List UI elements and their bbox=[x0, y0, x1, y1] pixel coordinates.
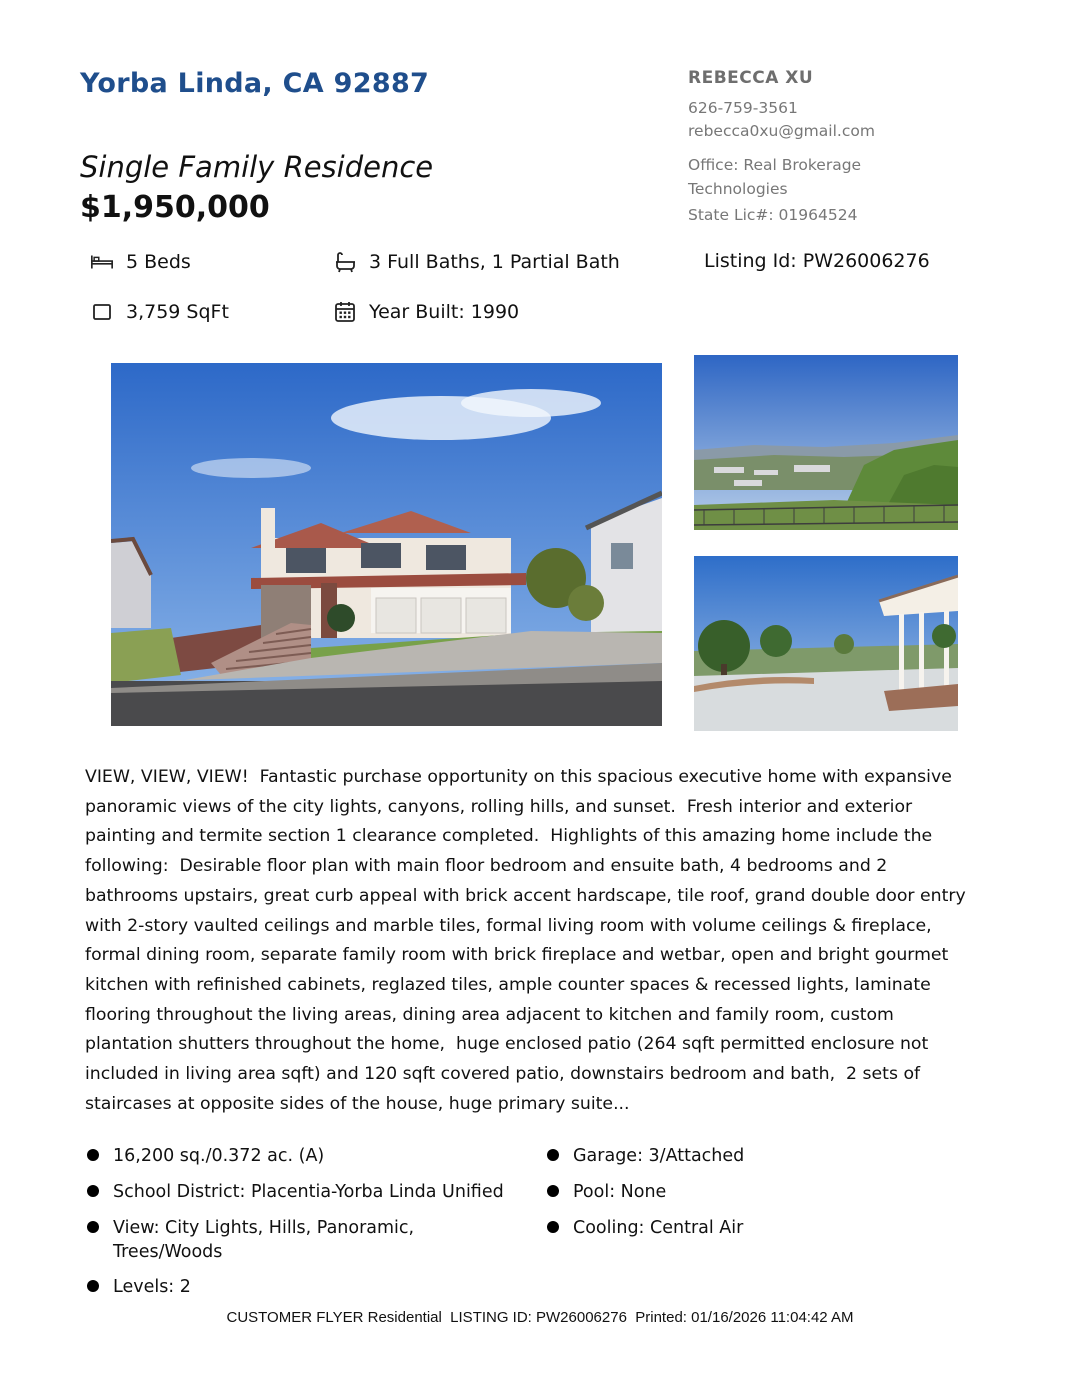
fact-year-built bbox=[333, 300, 519, 324]
feature-item bbox=[547, 1144, 983, 1168]
sqft-value: 3,759 SqFt bbox=[126, 301, 229, 323]
fact-sqft bbox=[90, 300, 229, 324]
bed-icon bbox=[90, 250, 114, 274]
feature-item bbox=[87, 1275, 523, 1299]
patio-photo[interactable] bbox=[694, 556, 958, 731]
fact-listing-id bbox=[704, 250, 930, 272]
listing-city: Yorba Linda, CA 92887 bbox=[80, 68, 430, 99]
main-property-photo[interactable] bbox=[111, 363, 662, 726]
agent-phone: 626-759-3561 bbox=[688, 99, 798, 117]
agent-office: Office: Real Brokerage Technologies bbox=[688, 156, 862, 198]
feature-pool: Pool: None bbox=[573, 1182, 667, 1202]
feature-garage: Garage: 3/Attached bbox=[573, 1146, 745, 1166]
feature-lot-size: 16,200 sq./0.372 ac. (A) bbox=[113, 1146, 325, 1166]
flyer-footer: CUSTOMER FLYER Residential LISTING ID: PW26006276 Printed: 01/16/2026 11:04:42 AM bbox=[226, 1309, 854, 1326]
square-icon bbox=[90, 300, 114, 324]
baths-value: 3 Full Baths, 1 Partial Bath bbox=[369, 251, 620, 273]
bathtub-icon bbox=[333, 250, 357, 274]
bullet-dot-icon bbox=[87, 1185, 99, 1197]
bullet-dot-icon bbox=[547, 1185, 559, 1197]
calendar-icon bbox=[333, 300, 357, 324]
agent-license: State Lic#: 01964524 bbox=[688, 206, 858, 224]
agent-name: REBECCA XU bbox=[688, 68, 814, 88]
view-photo[interactable] bbox=[694, 355, 958, 530]
bullet-dot-icon bbox=[87, 1280, 99, 1292]
fact-beds bbox=[90, 250, 191, 274]
feature-item bbox=[87, 1180, 523, 1204]
agent-email: rebecca0xu@gmail.com bbox=[688, 122, 875, 140]
fact-baths bbox=[333, 250, 620, 274]
listing-id-value: Listing Id: PW26006276 bbox=[704, 250, 930, 272]
bullet-dot-icon bbox=[547, 1149, 559, 1161]
feature-item bbox=[87, 1144, 523, 1168]
listing-price: $1,950,000 bbox=[80, 190, 270, 225]
feature-school-district: School District: Placentia-Yorba Linda Unified bbox=[113, 1182, 504, 1202]
feature-item bbox=[547, 1216, 983, 1240]
feature-levels: Levels: 2 bbox=[113, 1277, 191, 1297]
property-type: Single Family Residence bbox=[80, 150, 434, 184]
year-built-value: Year Built: 1990 bbox=[369, 301, 520, 323]
feature-item bbox=[547, 1180, 983, 1204]
feature-cooling: Cooling: Central Air bbox=[573, 1218, 744, 1238]
bullet-dot-icon bbox=[87, 1149, 99, 1161]
bullet-dot-icon bbox=[87, 1221, 99, 1233]
feature-item bbox=[87, 1216, 443, 1264]
beds-value: 5 Beds bbox=[126, 251, 191, 273]
bullet-dot-icon bbox=[547, 1221, 559, 1233]
feature-view: View: City Lights, Hills, Panoramic, Trees/Woods bbox=[113, 1218, 415, 1262]
listing-description: VIEW, VIEW, VIEW! Fantastic purchase opportunity on this spacious executive home with expansive panoramic views of the city lights, canyons, rolling hills, and sunset. Fresh interior and exterior painting and termite section 1 clearance completed. Highlights of this amazing home include the following: Desirable floor plan with main floor bedroom and ensuite bath, 4 bedrooms and 2 bathrooms upstairs, great curb appeal with brick accent hardscape, tile roof, grand double door entry with 2-story vaulted ceilings and marble tiles, formal living room with volume ceilings & fireplace, formal dining room, separate family room with brick fireplace and wetbar, open and bright gourmet kitchen with refinished cabinets, reglazed tiles, ample counter spaces & recessed lights, laminate flooring throughout the living areas, dining area adjacent to kitchen and family room, custom plantation shutters throughout the home, huge enclosed patio (264 sqft permitted enclosure not included in living area sqft) and 120 sqft covered patio, downstairs bedroom and bath, 2 sets of staircases at opposite sides of the house, huge primary suite... bbox=[85, 767, 972, 1114]
